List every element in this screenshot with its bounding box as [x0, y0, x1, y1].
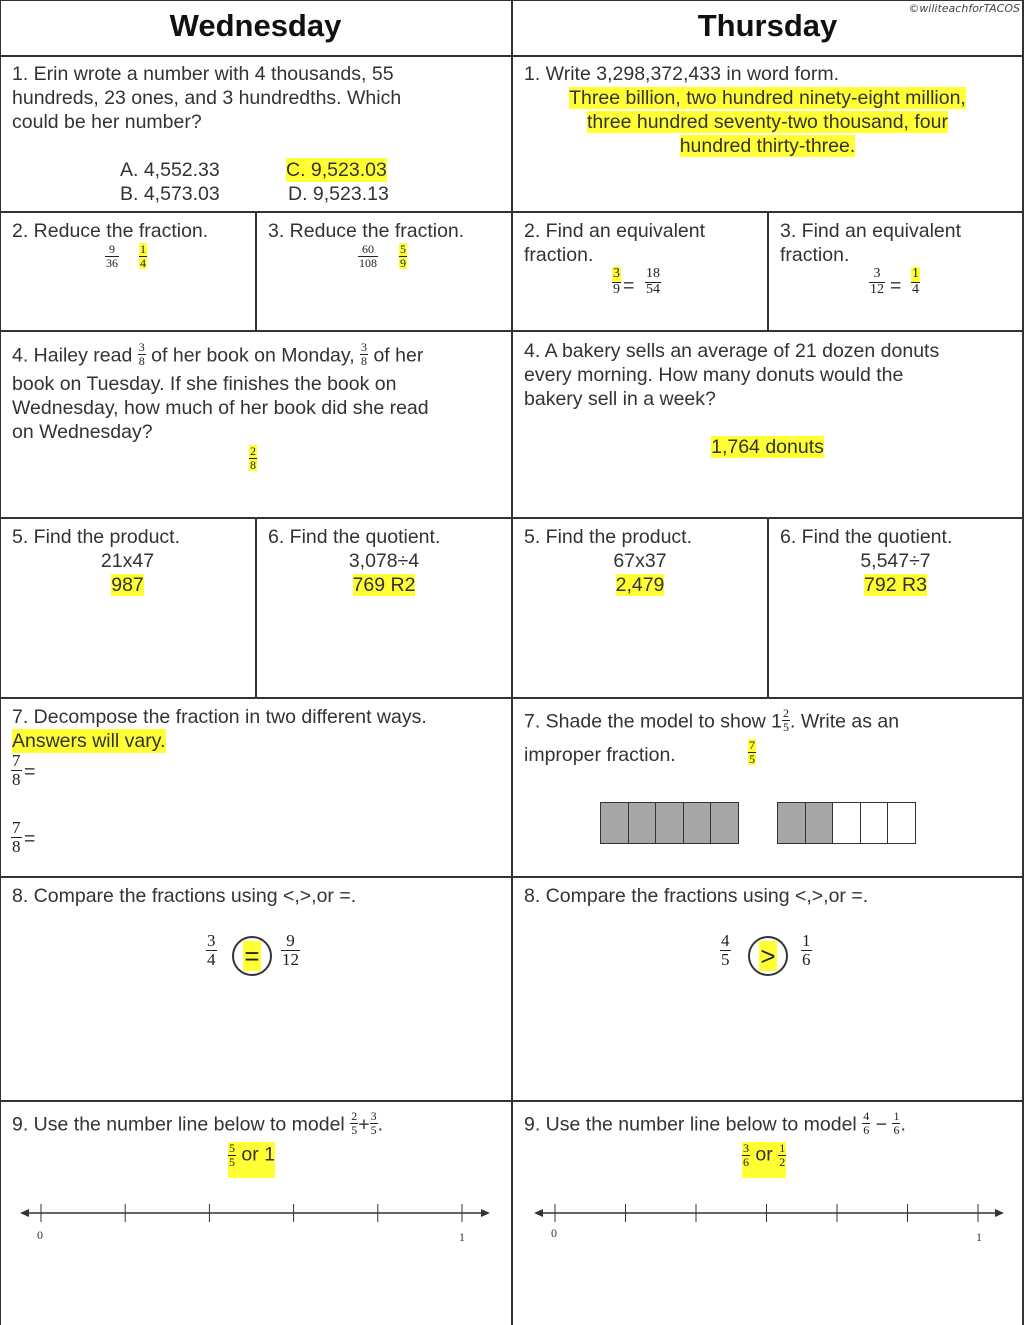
- denominator: 6: [802, 949, 811, 969]
- numerator: 3: [207, 931, 216, 950]
- wednesday-header: Wednesday: [169, 8, 342, 43]
- w-q9-text: 9. Use the number line below to model: [12, 1113, 345, 1136]
- w-number-line-0: 0: [37, 1228, 43, 1242]
- numerator: 60: [362, 242, 374, 256]
- w-q7-fraction-1: [11, 752, 22, 789]
- w-q1-line: could be her number?: [12, 111, 202, 133]
- row-line: [0, 55, 1024, 57]
- numerator: 3: [138, 340, 145, 354]
- t-q8-prompt: 8. Compare the fractions using <,>,or =.: [524, 885, 869, 907]
- model-square: [600, 802, 629, 844]
- t-q1-answer: Three billion, two hundred ninety-eight million,: [569, 87, 966, 109]
- credit-watermark: ©wiliteachforTACOS: [908, 2, 1020, 15]
- row-line: [0, 697, 1024, 699]
- t-q6-answer: 792 R3: [864, 574, 927, 596]
- w-q8-left-fraction: [206, 932, 217, 969]
- row-line: [0, 330, 1024, 332]
- col-line: [767, 211, 769, 332]
- denominator: 108: [359, 255, 377, 270]
- denominator: 12: [282, 949, 299, 969]
- t-q3-equals: =: [890, 275, 902, 297]
- model-square: [805, 802, 834, 844]
- model-square: [628, 802, 657, 844]
- denominator: 4: [140, 255, 146, 270]
- t-q8-left-fraction: [720, 932, 731, 969]
- w-q5-problem: 21x47: [100, 550, 155, 572]
- numerator: 3: [361, 340, 368, 354]
- w-q4-text: of her book on Monday,: [151, 344, 355, 367]
- w-q8-right-fraction: [281, 932, 300, 969]
- t-q8-symbol: >: [760, 941, 776, 971]
- t-q6-answer-wrap: [769, 573, 1022, 597]
- t-q9-answer-fraction: [742, 1142, 750, 1168]
- denominator: 5: [370, 1122, 377, 1137]
- denominator: 4: [912, 281, 919, 297]
- w-q4-line: Wednesday, how much of her book did she read: [12, 397, 429, 419]
- numerator: 5: [400, 242, 406, 256]
- w-q3-fraction: [358, 243, 378, 269]
- w-q6-prompt: 6. Find the quotient.: [268, 526, 441, 548]
- t-q2-prompt: fraction.: [524, 244, 594, 266]
- col-line: [255, 211, 257, 332]
- numerator: 2: [250, 444, 256, 458]
- t-number-line-1: 1: [976, 1230, 982, 1244]
- w-q5-answer-wrap: [0, 573, 255, 597]
- col-line: [767, 517, 769, 699]
- numerator: 7: [12, 751, 21, 770]
- w-q4-fraction: [360, 341, 368, 367]
- denominator: 8: [361, 353, 368, 368]
- w-q8-symbol: =: [244, 941, 260, 971]
- w-number-line: [20, 1198, 492, 1228]
- t-q1-prompt: 1. Write 3,298,372,433 in word form.: [524, 63, 840, 85]
- t-q7-text: 7. Shade the model to show 1: [524, 710, 783, 733]
- w-q1-option-a: A. 4,552.33: [120, 159, 220, 181]
- center-divider: [511, 0, 513, 1325]
- denominator: 6: [743, 1154, 749, 1169]
- denominator: 5: [351, 1122, 358, 1137]
- t-q9-period: .: [900, 1113, 906, 1136]
- model-square: [655, 802, 684, 844]
- t-q8-right-fraction: [801, 932, 812, 969]
- t-q2-right-fraction: [645, 267, 661, 297]
- col-line: [255, 517, 257, 699]
- w-q7-fraction-2: [11, 819, 22, 856]
- row-line: [0, 876, 1024, 878]
- w-q7-note: Answers will vary.: [12, 730, 166, 752]
- numerator: 1: [893, 1109, 900, 1123]
- denominator: 12: [870, 281, 884, 297]
- t-q9-minus: −: [875, 1113, 888, 1136]
- numerator: 3: [743, 1141, 749, 1155]
- w-q1-option-c-answer: C. 9,523.03: [286, 159, 387, 181]
- w-q6-answer-wrap: [257, 573, 511, 597]
- t-number-line: [534, 1198, 1006, 1228]
- row-line: [0, 1100, 1024, 1102]
- numerator: 18: [646, 266, 660, 281]
- w-q9-answer-text: or 1: [241, 1143, 276, 1166]
- numerator: 4: [721, 931, 730, 950]
- w-q3-prompt: 3. Reduce the fraction.: [268, 220, 465, 242]
- t-q3-prompt: fraction.: [780, 244, 850, 266]
- w-q7-equals: =: [24, 828, 36, 850]
- t-q8-compare-circle: [748, 936, 788, 976]
- denominator: 8: [12, 836, 21, 856]
- w-q4-text: 4. Hailey read: [12, 344, 133, 367]
- t-q3-right-fraction: [911, 267, 920, 297]
- w-q7-equals: =: [24, 761, 36, 783]
- row-line: [0, 517, 1024, 519]
- numerator: 9: [109, 242, 115, 256]
- w-q9-answer-fraction: [228, 1142, 236, 1168]
- numerator: 1: [912, 266, 919, 281]
- w-q4-text: of her: [373, 344, 424, 367]
- model-square: [832, 802, 861, 844]
- t-q9-fraction: [892, 1110, 900, 1136]
- denominator: 6: [863, 1122, 870, 1137]
- t-q9-fraction: [862, 1110, 870, 1136]
- w-q8-compare-circle: [232, 936, 272, 976]
- w-q4-line: on Wednesday?: [12, 421, 153, 443]
- model-square: [777, 802, 806, 844]
- thursday-header: Thursday: [697, 8, 838, 43]
- w-q1-option-b: B. 4,573.03: [120, 183, 220, 205]
- numerator: 7: [12, 818, 21, 837]
- w-q4-line: [12, 340, 424, 369]
- w-q1-line: 1. Erin wrote a number with 4 thousands, 55: [12, 63, 394, 85]
- w-q6-answer: 769 R2: [352, 574, 416, 596]
- w-q8-prompt: 8. Compare the fractions using <,>,or =.: [12, 885, 357, 907]
- t-q1-answer-line: [513, 134, 1022, 158]
- model-square: [887, 802, 916, 844]
- w-q9-period: .: [377, 1113, 384, 1136]
- w-q7-prompt: 7. Decompose the fraction in two different ways.: [12, 706, 427, 728]
- numerator: 3: [873, 266, 881, 281]
- numerator: 3: [370, 1109, 377, 1123]
- w-q4-line: book on Tuesday. If she finishes the book on: [12, 373, 397, 395]
- w-q1-option-d: D. 9,523.13: [288, 183, 389, 205]
- t-q9-answer-fraction: [778, 1142, 786, 1168]
- t-q7-answer: [748, 739, 756, 765]
- w-q9-answer: [228, 1142, 275, 1178]
- denominator: 5: [721, 949, 730, 969]
- denominator: 8: [250, 457, 256, 472]
- w-q2-answer: [139, 243, 147, 269]
- t-q2-equals: =: [623, 275, 635, 297]
- t-q7-mixed-fraction: [782, 707, 790, 733]
- t-q4-answer-wrap: [513, 435, 1022, 459]
- t-q7-line2: improper fraction.: [524, 744, 676, 766]
- t-q7-text: . Write as an: [790, 710, 900, 733]
- w-q9-line: [12, 1109, 384, 1138]
- denominator: 5: [229, 1154, 235, 1169]
- numerator: 1: [140, 242, 146, 256]
- denominator: 2: [779, 1154, 786, 1169]
- t-number-line-0: 0: [551, 1226, 557, 1240]
- t-q9-answer: [742, 1142, 786, 1178]
- denominator: 36: [106, 255, 118, 270]
- w-q4-fraction: [138, 341, 146, 367]
- t-q9-line: [524, 1109, 906, 1138]
- numerator: 7: [749, 738, 755, 752]
- numerator: 2: [351, 1109, 358, 1123]
- denominator: 5: [749, 751, 755, 766]
- w-q3-answer: [399, 243, 407, 269]
- t-q5-prompt: 5. Find the product.: [524, 526, 693, 548]
- numerator: 5: [229, 1141, 235, 1155]
- w-q5-prompt: 5. Find the product.: [12, 526, 181, 548]
- denominator: 9: [613, 281, 620, 297]
- model-square: [860, 802, 889, 844]
- model-square: [683, 802, 712, 844]
- w-q9-plus: +: [358, 1113, 370, 1136]
- model-square: [710, 802, 739, 844]
- w-number-line-1: 1: [459, 1230, 465, 1244]
- t-q1-answer: hundred thirty-three.: [679, 135, 856, 157]
- t-q5-problem: 67x37: [613, 550, 667, 572]
- t-q5-answer-wrap: [513, 573, 767, 597]
- t-q1-answer-line: [513, 110, 1022, 134]
- numerator: 4: [863, 1109, 870, 1123]
- t-q4-line: 4. A bakery sells an average of 21 dozen donuts: [524, 340, 940, 362]
- t-q4-line: every morning. How many donuts would the: [524, 364, 904, 386]
- numerator: 1: [779, 1141, 786, 1155]
- t-q2-left-fraction: [612, 267, 621, 297]
- t-q3-prompt: 3. Find an equivalent: [780, 220, 962, 242]
- w-q5-answer: 987: [111, 574, 144, 596]
- t-q6-problem: 5,547÷7: [860, 550, 931, 572]
- t-q4-line: bakery sell in a week?: [524, 388, 716, 410]
- w-q2-prompt: 2. Reduce the fraction.: [12, 220, 209, 242]
- t-q5-answer: 2,479: [615, 574, 665, 596]
- t-q2-prompt: 2. Find an equivalent: [524, 220, 706, 242]
- denominator: 54: [646, 281, 660, 297]
- numerator: 2: [783, 706, 790, 720]
- denominator: 5: [783, 719, 790, 734]
- denominator: 6: [893, 1122, 900, 1137]
- border-left: [0, 0, 1, 1325]
- t-q3-left-fraction: [869, 267, 885, 297]
- w-q9-fraction: [350, 1110, 358, 1136]
- w-q6-problem: 3,078÷4: [348, 550, 420, 572]
- t-q1-answer: three hundred seventy-two thousand, four: [587, 111, 948, 133]
- t-q4-answer: 1,764 donuts: [711, 436, 824, 458]
- t-q6-prompt: 6. Find the quotient.: [780, 526, 953, 548]
- numerator: 1: [802, 931, 811, 950]
- w-q9-fraction: [370, 1110, 378, 1136]
- t-q9-answer-or: or: [755, 1143, 773, 1166]
- denominator: 4: [207, 949, 216, 969]
- t-q7-line: [524, 706, 900, 735]
- t-q9-text: 9. Use the number line below to model: [524, 1113, 857, 1136]
- denominator: 9: [400, 255, 406, 270]
- t-q1-answer-line: [513, 86, 1022, 110]
- denominator: 8: [12, 769, 21, 789]
- w-q4-answer: [249, 445, 257, 471]
- numerator: 3: [613, 266, 620, 281]
- w-q2-fraction: [105, 243, 119, 269]
- denominator: 8: [138, 353, 145, 368]
- row-line: [0, 211, 1024, 213]
- w-q1-line: hundreds, 23 ones, and 3 hundredths. Which: [12, 87, 402, 109]
- numerator: 9: [286, 931, 295, 950]
